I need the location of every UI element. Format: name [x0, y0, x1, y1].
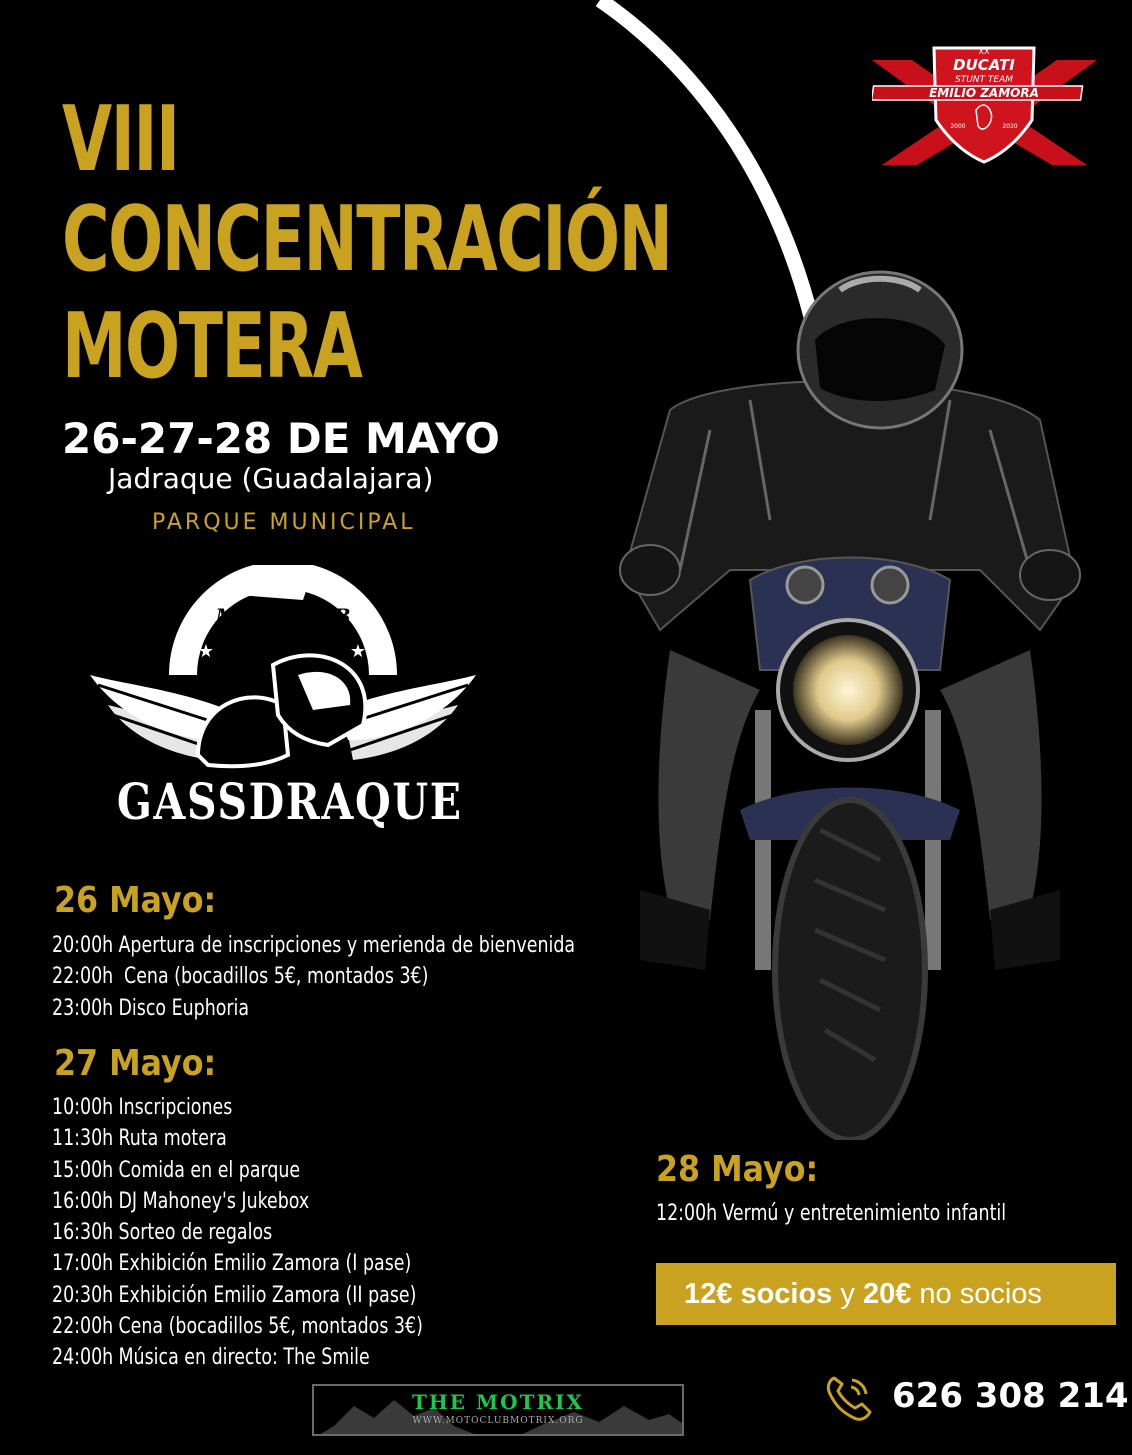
- motorcycle-rider-illustration: [600, 270, 1100, 1140]
- schedule-item-time: 20:00h: [52, 933, 114, 958]
- title-line-1: VIII: [62, 87, 179, 192]
- schedule-item-text: Exhibición Emilio Zamora (I pase): [118, 1251, 412, 1277]
- event-location: Jadraque (Guadalajara): [108, 462, 434, 495]
- title-line-2: CONCENTRACIÓN: [62, 187, 672, 292]
- schedule-item-text: Ruta motera: [118, 1126, 227, 1152]
- schedule-day-1-list: [52, 930, 646, 1024]
- schedule-item: [52, 1280, 423, 1311]
- schedule-item: [52, 930, 575, 961]
- the-motrix-banner: [312, 1384, 684, 1436]
- schedule-item-time: 16:30h: [52, 1220, 114, 1246]
- badge-brand-text: DUCATI: [953, 56, 1015, 74]
- schedule-item: [52, 961, 575, 992]
- phone-number[interactable]: 626 308 214: [892, 1376, 1129, 1416]
- club-arc-text: MOTOCLUB: [215, 604, 351, 628]
- price-non-members-label: no socios: [911, 1277, 1042, 1310]
- schedule-day-1-heading: 26 Mayo:: [54, 880, 217, 921]
- event-venue: PARQUE MUNICIPAL: [152, 510, 416, 535]
- schedule-item-text: Cena (bocadillos 5€, montados 3€): [118, 964, 429, 990]
- schedule-item-time: 11:30h: [52, 1126, 114, 1152]
- badge-top-text: XX: [978, 47, 990, 56]
- price-connector: y: [832, 1277, 863, 1310]
- schedule-item: [52, 1311, 423, 1342]
- price-banner: [656, 1263, 1116, 1325]
- schedule-item-time: 12:00h: [656, 1201, 718, 1226]
- schedule-item-text: Disco Euphoria: [118, 995, 250, 1021]
- club-name: GASSDRAQUE: [116, 772, 463, 831]
- schedule-item-text: Música en directo: The Smile: [118, 1345, 370, 1371]
- schedule-item-text: DJ Mahoney's Jukebox: [118, 1188, 310, 1214]
- motrix-title: THE MOTRIX: [412, 1390, 584, 1414]
- star-icon: ★: [349, 641, 367, 662]
- schedule-item-time: 22:00h: [52, 1314, 114, 1340]
- schedule-item-text: Sorteo de regalos: [118, 1220, 273, 1246]
- schedule-item-text: Vermú y entretenimiento infantil: [722, 1201, 1007, 1226]
- schedule-item-text: Inscripciones: [118, 1095, 233, 1120]
- schedule-item-time: 24:00h: [52, 1345, 114, 1371]
- event-dates: 26-27-28 DE MAYO: [62, 414, 500, 463]
- price-non-members-amount: 20€: [862, 1277, 912, 1310]
- schedule-item-time: 22:00h: [52, 964, 114, 990]
- schedule-item-time: 15:00h: [52, 1157, 114, 1183]
- schedule-item: [52, 1123, 423, 1154]
- badge-year-end: 2020: [1002, 123, 1018, 130]
- schedule-day-3-list: [656, 1198, 1054, 1229]
- schedule-item: [52, 1248, 423, 1279]
- schedule-day-3-heading: 28 Mayo:: [656, 1149, 819, 1190]
- schedule-item: [52, 1186, 423, 1217]
- schedule-item: [52, 1342, 423, 1373]
- schedule-item: [52, 1092, 423, 1123]
- schedule-item: [656, 1198, 1006, 1229]
- schedule-item-time: 16:00h: [52, 1188, 114, 1214]
- schedule-item-text: Comida en el parque: [118, 1157, 301, 1183]
- star-icon: ★: [197, 641, 215, 662]
- phone-icon: [822, 1372, 874, 1424]
- schedule-item-time: 20:30h: [52, 1282, 114, 1308]
- title-line-3: MOTERA: [62, 294, 362, 399]
- schedule-item-text: Cena (bocadillos 5€, montados 3€): [118, 1314, 423, 1340]
- schedule-item-time: 10:00h: [52, 1095, 114, 1120]
- price-members: 12€ socios: [684, 1277, 833, 1310]
- ducati-stunt-team-logo: [872, 40, 1097, 170]
- schedule-item: [52, 1155, 423, 1186]
- badge-team-text: STUNT TEAM: [955, 75, 1013, 85]
- schedule-day-2-heading: 27 Mayo:: [54, 1043, 217, 1084]
- badge-year-start: 2000: [950, 123, 966, 130]
- schedule-item: [52, 993, 575, 1024]
- schedule-item-text: Exhibición Emilio Zamora (II pase): [118, 1282, 417, 1308]
- schedule-day-2-list: [52, 1092, 473, 1374]
- badge-rider-text: EMILIO ZAMORA: [929, 86, 1039, 100]
- motrix-url: WWW.MOTOCLUBMOTRIX.ORG: [412, 1416, 584, 1426]
- schedule-item: [52, 1217, 423, 1248]
- schedule-item-time: 17:00h: [52, 1251, 114, 1277]
- schedule-item-time: 23:00h: [52, 995, 114, 1021]
- schedule-item-text: Apertura de inscripciones y merienda de bienvenida: [118, 933, 576, 958]
